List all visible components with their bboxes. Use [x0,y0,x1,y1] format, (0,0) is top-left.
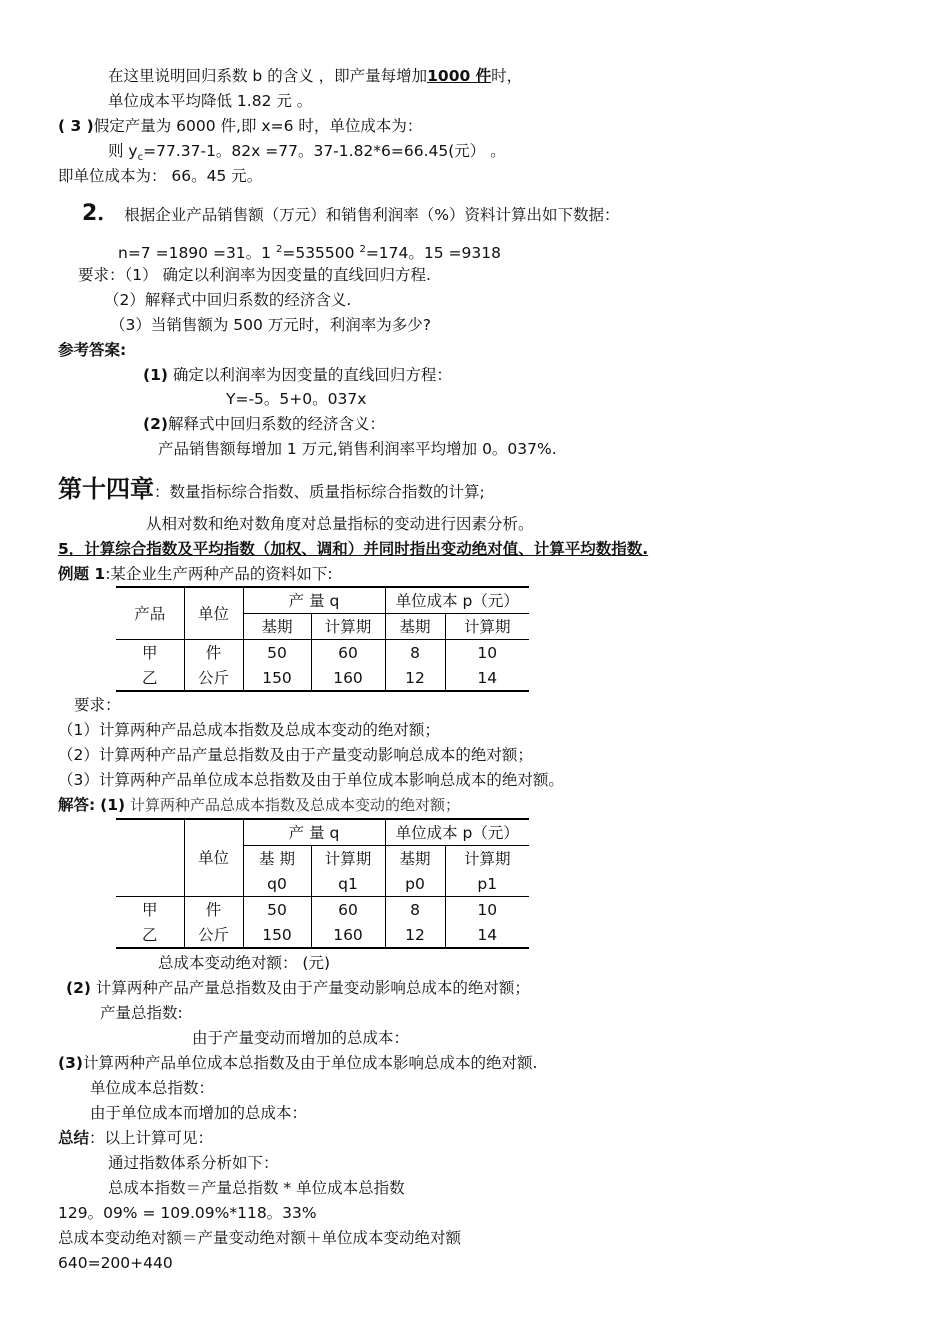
text-span: 确定以利润率为因变量的直线回归方程： [167,366,452,384]
chapter-description: ：数量指标综合指数、质量指标综合指数的计算; [154,483,485,501]
text-span: 计算两种产品总成本指数及总成本变动的绝对额； [130,796,461,814]
formula-line [108,141,506,168]
text-span: 假定产量为 6000 件,即 x=6 时，单位成本为： [93,117,423,135]
item-number: (3) [58,1054,83,1072]
table-row [116,640,529,666]
solution-label: 解答: [58,796,96,814]
answer-2 [143,414,385,434]
cell-p1: 14 [445,922,529,948]
item-number: (1) [100,796,126,814]
summary-label: 总结 [58,1129,90,1147]
part-2-line [66,978,530,998]
text-span: 时， [491,67,523,85]
header-calc-p: 计算期 [445,846,529,872]
question-heading [82,201,619,228]
cell-q1: 160 [311,665,385,691]
item-number: (2) [66,979,91,997]
unit-cost-index: 单位成本总指数： [90,1079,215,1097]
requirements-label: 要求： [74,696,121,714]
header-base-q: 基 期 [243,846,311,872]
text-span: 解释式中回归系数的经济含义： [167,415,385,433]
example-line [58,564,333,584]
cell-q1: 60 [311,897,385,923]
cell-p0: 12 [385,922,445,948]
chapter-heading [58,474,485,507]
requirement-1: （1）计算两种产品总成本指数及总成本变动的绝对额； [58,721,440,739]
text-line: 从相对数和绝对数角度对总量指标的变动进行因素分析。 [146,515,534,533]
chapter-title: 第十四章 [58,475,154,503]
cell-q0: 150 [243,922,311,948]
cell-name: 乙 [116,922,184,948]
cell-q0: 150 [243,665,311,691]
unit-cost-change: 由于单位成本而增加的总成本： [90,1104,308,1122]
text-span: ：以上计算可见： [89,1129,214,1147]
cell-q1: 60 [311,640,385,666]
quantity-change: 由于产量变动而增加的总成本： [192,1029,410,1047]
header-unit: 单位 [184,819,243,897]
header-base: 基期 [243,614,311,640]
answer-2-text: 产品销售额每增加 1 万元,销售利润率平均增加 0。037%. [158,440,557,458]
table-row [116,897,529,923]
section-heading: 5．计算综合指数及平均指数（加权、调和）并同时指出变动绝对值、计算平均数指数. [58,540,649,558]
cell-name: 甲 [116,640,184,666]
text-span: 在这里说明回归系数 b 的含义 ，即产量每增加 [108,67,428,85]
header-q1: q1 [311,871,385,897]
cell-p1: 10 [445,897,529,923]
answer-label: 参考答案: [58,341,127,359]
table-row [116,922,529,948]
header-calc: 计算期 [445,614,529,640]
cell-name: 乙 [116,665,184,691]
summary-line [58,1128,213,1148]
cell-name: 甲 [116,897,184,923]
header-unit: 单位 [184,587,243,640]
cell-p0: 8 [385,640,445,666]
text-span: =77.37-1。82x =77。37-1.82*6=66.45(元） 。 [143,142,506,160]
requirement-3: （3）计算两种产品单位成本总指数及由于单位成本影响总成本的绝对额。 [58,771,564,789]
requirement-2: （2）解释式中回归系数的经济含义. [104,291,352,309]
text-span: :某企业生产两种产品的资料如下: [105,565,333,583]
header-p1: p1 [477,874,498,893]
cell-unit: 件 [184,640,243,666]
quantity-index: 产量总指数: [100,1004,183,1022]
question-title: 根据企业产品销售额（万元）和销售利润率（%）资料计算出如下数据： [124,206,620,224]
summary-text-2: 总成本指数＝产量总指数 * 单位成本总指数 [108,1179,405,1197]
header-unit-cost: 单位成本 p（元） [385,587,529,614]
regression-equation: Y=-5。5+0。037x [226,390,367,408]
data-line [118,240,501,263]
cell-unit: 公斤 [184,922,243,948]
text-line [58,116,422,136]
solution-line [58,795,460,815]
table-row [116,665,529,691]
example-label: 例题 1 [58,565,106,583]
cell-unit: 公斤 [184,665,243,691]
cell-p0: 8 [385,897,445,923]
summary-text-1: 通过指数体系分析如下： [108,1154,279,1172]
header-base: 基期 [385,614,445,640]
question-number: 2． [82,201,120,226]
header-calc-q: 计算期 [311,846,385,872]
subscript: c [137,152,144,164]
header-unit-cost: 单位成本 p（元） [385,819,529,846]
header-quantity: 产 量 q [243,587,385,614]
header-calc: 计算期 [311,614,385,640]
header-quantity: 产 量 q [243,819,385,846]
superscript: 2 [275,244,283,255]
cell-unit: 件 [184,897,243,923]
item-number: ( 3 ) [58,117,94,135]
text-line: 即单位成本为： 66。45 元。 [58,167,263,185]
total-abs-change: 总成本变动绝对额： (元) [158,954,331,972]
data-table-1 [116,586,529,692]
emphasis-text: 1000 件 [427,67,492,85]
cell-q0: 50 [243,640,311,666]
header-base-p: 基期 [385,846,445,872]
summary-text-5: 640=200+440 [58,1254,173,1272]
requirement-2: （2）计算两种产品产量总指数及由于产量变动影响总成本的绝对额； [58,746,533,764]
header-product: 产品 [116,587,184,640]
text-span: 则 y [108,142,138,160]
text-span: =535500 [282,244,360,263]
text-span: 计算两种产品单位成本总指数及由于单位成本影响总成本的绝对额. [82,1054,538,1072]
summary-text-3: 129。09% = 109.09%*118。33% [58,1204,317,1222]
part-3-line [58,1053,537,1073]
text-line: 单位成本平均降低 1.82 元 。 [108,92,313,110]
cell-q1: 160 [311,922,385,948]
text-span: =174。15 =9318 [365,244,501,263]
cell-p1: 14 [445,665,529,691]
cell-q0: 50 [243,897,311,923]
text-span: 计算两种产品产量总指数及由于产量变动影响总成本的绝对额； [90,979,530,997]
item-number: (2) [143,415,168,433]
header-p0: p0 [385,871,445,897]
requirement-1: 要求：（1） 确定以利润率为因变量的直线回归方程. [78,266,431,284]
item-number: (1) [143,366,168,384]
header-q0: q0 [243,871,311,897]
data-table-2 [116,818,529,949]
cell-p1: 10 [445,640,529,666]
answer-1 [143,365,452,385]
superscript: 2 [359,244,366,255]
text-line [108,66,522,86]
summary-text-4: 总成本变动绝对额＝产量变动绝对额＋单位成本变动绝对额 [58,1229,462,1247]
header-blank [116,819,184,897]
cell-p0: 12 [385,665,445,691]
requirement-3: （3）当销售额为 500 万元时，利润率为多少? [110,316,432,334]
text-span: n=7 =1890 =31。1 [118,244,276,263]
